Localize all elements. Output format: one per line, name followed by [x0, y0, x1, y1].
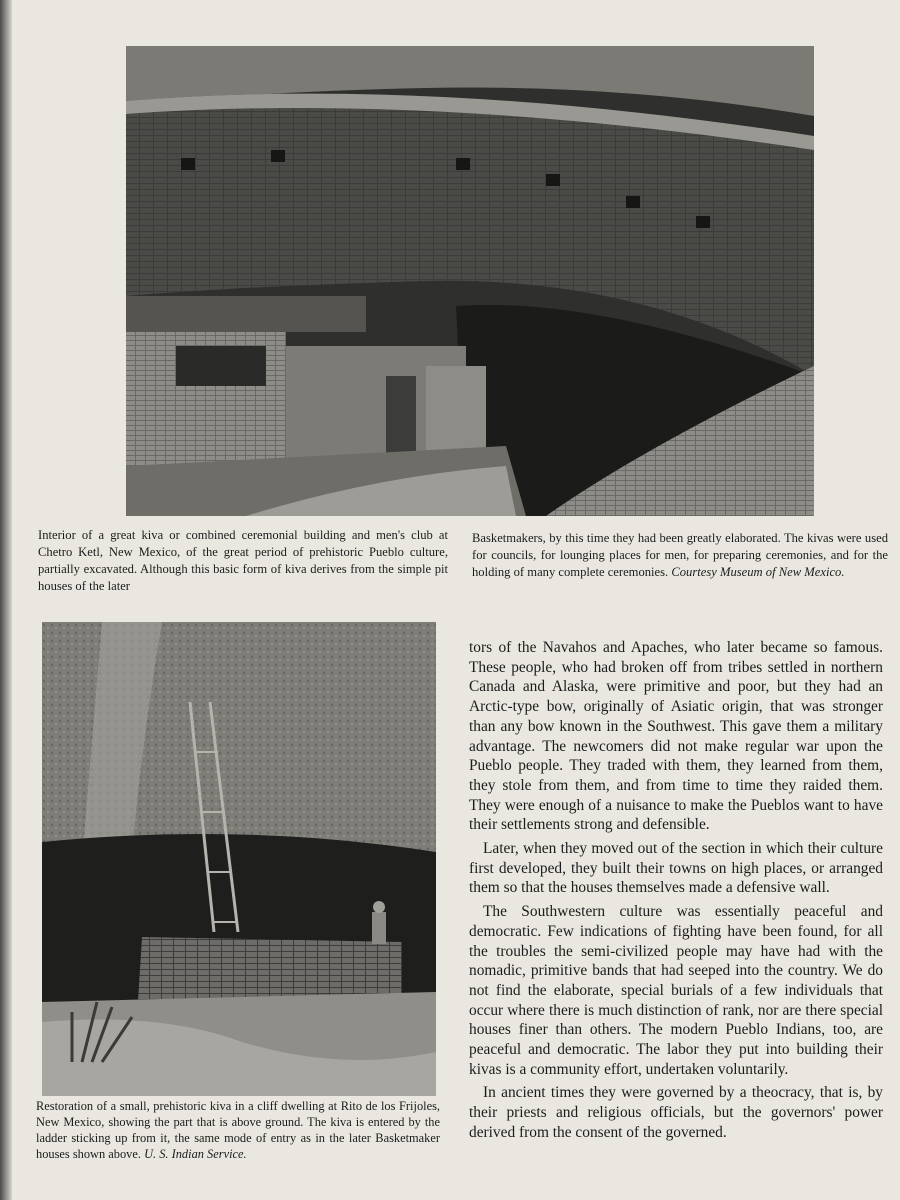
body-paragraph-1: tors of the Navahos and Apaches, who later became so famous. These people, who had broken off from tribes settled in northern Canada and Alaska, were primitive and poor, but they had an Arctic-type bow, originally of Asiatic origin, that was stronger than any bow known in the Southwest. This gave them a military advantage. The newcomers did not make regular war upon the Pueblo people. They traded with them, they learned from them, they stole from them, and from time to time they raided them. They were enough of a nuisance to make the Pueblos want to have their settlements strong and defensible. — [469, 639, 883, 834]
body-text-column — [469, 638, 883, 1143]
cliff-kiva-photo — [42, 622, 436, 1096]
page-gutter-edge — [0, 0, 12, 1200]
cliff-kiva-caption — [36, 1098, 440, 1162]
body-paragraph-4: In ancient times they were governed by a theocracy, that is, by their priests and religious officials, but the governors' power derived from the consent of the governed. — [469, 1084, 883, 1141]
kiva-interior-photo — [126, 46, 814, 516]
cliff-kiva-caption-text: Restoration of a small, prehistoric kiva in a cliff dwelling at Rito de los Frijoles, New Mexico, showing the part that is above ground. The kiva is entered by the ladder sticking up from it, the same mode of entry as in the later Basketmaker houses shown above. — [36, 1099, 440, 1161]
body-paragraph-2: Later, when they moved out of the section in which their culture first developed, they built their towns on high places, or arranged them so that the houses themselves made a defensive wall. — [469, 840, 883, 897]
kiva-caption-right-text: Basketmakers, by this time they had been greatly elaborated. The kivas were used for councils, for lounging places for men, for preparing ceremonies, and for the holding of many complete ceremonies. — [472, 531, 888, 579]
body-paragraph-3: The Southwestern culture was essentially peaceful and democratic. Few indications of fighting have been found, for all the troubles the semi-civilized people may have had with the nomadic, primitive bands that had seeped into the country. We do not find the elaborate, special burials of a few individuals that occur where there is much distinction of rank, nor are there special houses finer than others. The modern Pueblo Indians, too, are peaceful and democratic. The labor they put into building their kivas is a community effort, undertaken voluntarily. — [469, 903, 883, 1078]
cliff-kiva-illustration — [42, 622, 436, 1096]
kiva-photo-credit: Courtesy Museum of New Mexico. — [671, 565, 845, 579]
kiva-caption-right — [472, 530, 888, 581]
kiva-caption-left: Interior of a great kiva or combined ceremonial building and men's club at Chetro Ketl, New Mexico, of the great period of prehistoric Pueblo culture, partially excavated. Although this basic form of kiva derives from the simple pit houses of the later — [38, 528, 448, 593]
cliff-kiva-photo-credit: U. S. Indian Service. — [144, 1147, 247, 1161]
kiva-interior-illustration — [126, 46, 814, 516]
